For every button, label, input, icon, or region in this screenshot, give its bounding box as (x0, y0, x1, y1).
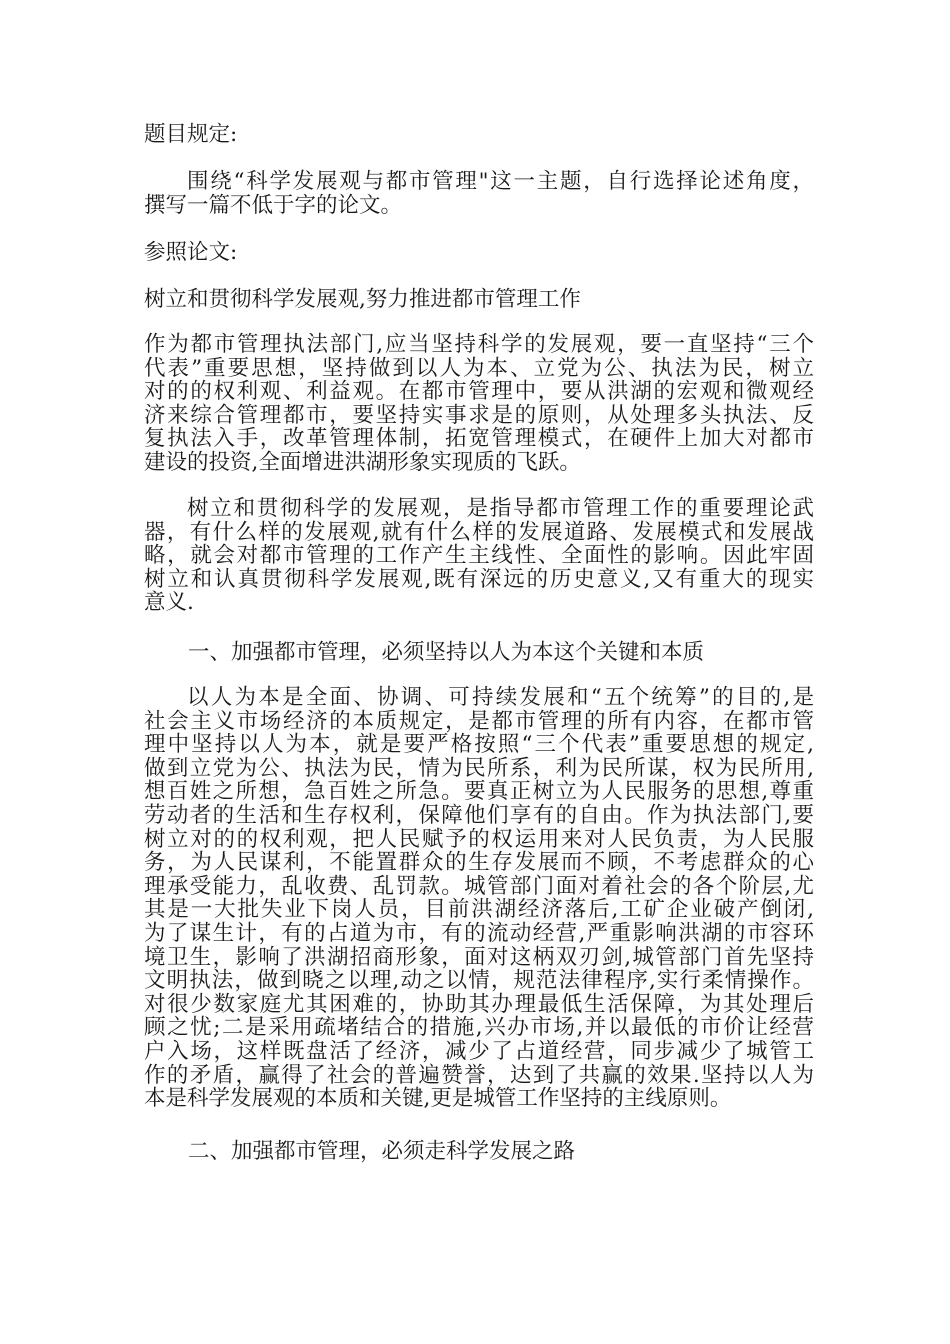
text-line: 做到立党为公、执法为民，情为民所系，利为民所谋，权为民所用, (144, 755, 814, 781)
text-line: 以人为本是全面、协调、可持续发展和“五个统筹”的目的,是 (187, 685, 814, 710)
text-line: 树立和认真贯彻科学发展观,既有深远的历史意义,又有重大的现实 (144, 566, 814, 592)
text-line: 济来综合管理都市，要坚持实事求是的原则，从处理多头执法、反 (144, 402, 814, 428)
text-line: 理中坚持以人为本，就是要严格按照“三个代表”重要思想的规定, (144, 732, 814, 758)
text-line: 文明执法，做到晓之以理,动之以情，规范法律程序,实行柔情操作。 (144, 968, 814, 994)
text-line: 对很少数家庭尤其困难的，协助其办理最低生活保障，为其处理后 (144, 991, 814, 1017)
text-line: 境卫生，影响了洪湖招商形象，面对这柄双刃剑,城管部门首先坚持 (144, 944, 814, 970)
text-line: 建设的投资,全面增进洪湖形象实现质的飞跃。 (144, 449, 581, 475)
text-line: 意义. (144, 590, 194, 616)
text-line: 撰写一篇不低于字的论文。 (144, 192, 403, 218)
text-line: 户入场，这样既盘活了经济，减少了占道经营，同步减少了城管工 (144, 1038, 814, 1064)
text-line: 对的的权利观、利益观。在都市管理中，要从洪湖的宏观和微观经 (144, 379, 814, 405)
text-line: 树立对的的权利观，把人民赋予的权运用来对人民负责，为人民服 (144, 826, 814, 852)
paragraph-2 (144, 497, 814, 615)
paragraph-1 (144, 333, 814, 475)
text-line: 作为都市管理执法部门,应当坚持科学的发展观，要一直坚持“三个 (144, 332, 814, 357)
essay-title: 树立和贯彻科学发展观,努力推进都市管理工作 (144, 287, 581, 312)
text-line: 社会主义市场经济的本质规定，是都市管理的所有内容，在都市管 (144, 708, 814, 734)
text-line: 略，就会对都市管理的工作产生主线性、全面性的影响。因此牢固 (144, 543, 814, 569)
text-line: 想百姓之所想，急百姓之所急。要真正树立为人民服务的思想,尊重 (144, 779, 814, 805)
section-1-heading: 一、加强都市管理，必须坚持以人为本这个关键和本质 (188, 640, 705, 665)
text-line: 顾之忧;二是采用疏堵结合的措施,兴办市场,并以最低的市价让经营 (144, 1015, 814, 1041)
requirement-label: 题目规定: (144, 122, 238, 147)
text-line: 务，为人民谋利，不能置群众的生存发展而不顾，不考虑群众的心 (144, 850, 814, 876)
text-line: 为了谋生计，有的占道为市，有的流动经营,严重影响洪湖的市容环 (144, 920, 814, 946)
text-line: 理承受能力，乱收费、乱罚款。城管部门面对着社会的各个阶层,尤 (144, 873, 814, 899)
text-line: 代表”重要思想，坚持做到以人为本、立党为公、执法为民，树立 (144, 355, 814, 381)
text-line: 本是科学发展观的本质和关键,更是城管工作坚持的主线原则。 (144, 1086, 732, 1112)
paragraph-3 (144, 686, 814, 1111)
text-line: 劳动者的生活和生存权利，保障他们享有的自由。作为执法部门,要 (144, 802, 814, 828)
text-line: 器，有什么样的发展观,就有什么样的发展道路、发展模式和发展战 (144, 519, 814, 545)
text-line: 其是一大批失业下岗人员，目前洪湖经济落后,工矿企业破产倒闭, (144, 897, 814, 923)
text-line: 复执法入手，改革管理体制，拓宽管理模式，在硬件上加大对都市 (144, 426, 814, 452)
text-line: 树立和贯彻科学的发展观，是指导都市管理工作的重要理论武 (187, 496, 814, 521)
section-2-heading: 二、加强都市管理，必须走科学发展之路 (188, 1139, 576, 1164)
text-line: 作的矛盾，赢得了社会的普遍赞誉，达到了共赢的效果.坚持以人为 (144, 1062, 814, 1088)
reference-label: 参照论文: (144, 240, 238, 265)
text-line: 围绕“科学发展观与都市管理"这一主题，自行选择论述角度， (187, 169, 814, 194)
requirement-paragraph (144, 170, 814, 217)
